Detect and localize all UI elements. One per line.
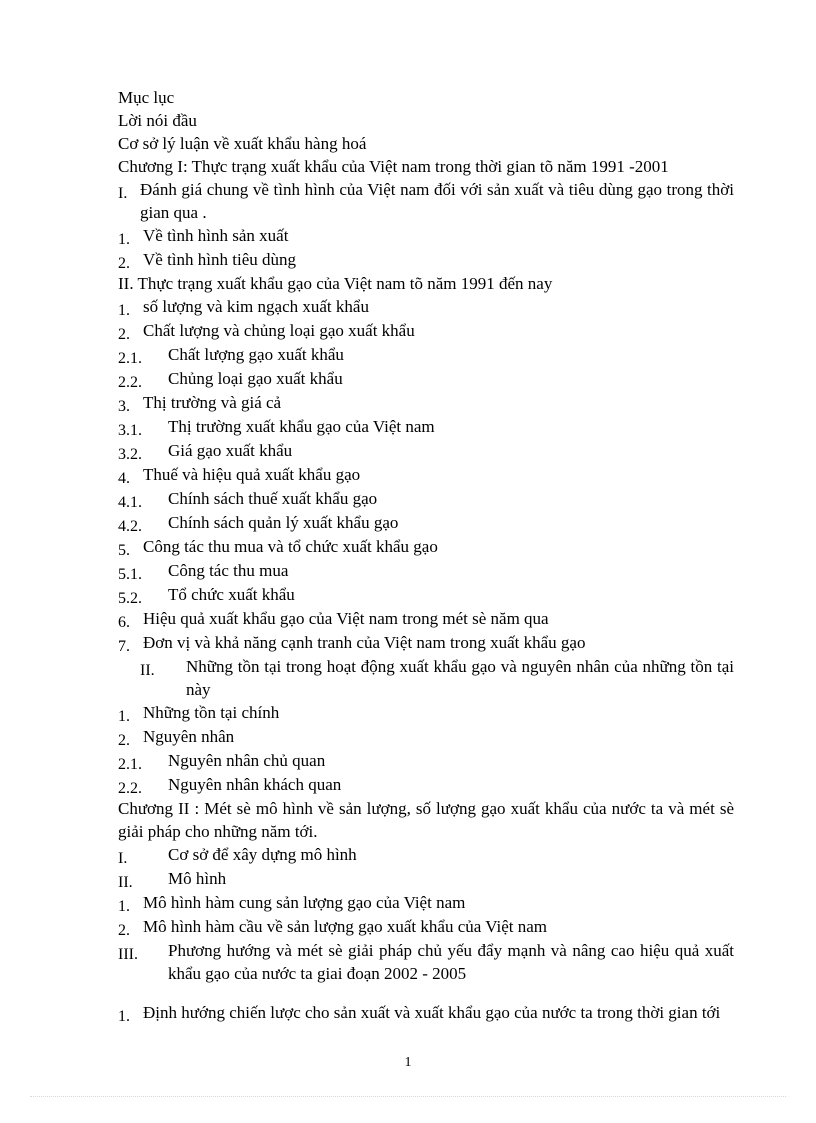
toc-item	[118, 248, 734, 272]
section-title: Đánh giá chung về tình hình của Việt nam đối với sản xuất và tiêu dùng gạo trong thời gian qua .	[140, 180, 734, 222]
subitem-title: Giá gạo xuất khẩu	[168, 441, 293, 460]
toc-item	[118, 224, 734, 248]
toc-subitem	[118, 749, 734, 773]
toc-item	[118, 891, 734, 915]
page-number: 1	[404, 1055, 412, 1070]
toc-subitem	[118, 367, 734, 391]
subitem-title: Chất lượng gạo xuất khẩu	[168, 345, 344, 364]
item-title: Thuế và hiệu quả xuất khẩu gạo	[143, 465, 361, 484]
item-title: Mô hình hàm cầu về sản lượng gạo xuất khẩu của Việt nam	[143, 917, 547, 936]
toc-subitem	[118, 511, 734, 535]
item-number: 2.	[118, 922, 130, 939]
toc-item	[118, 391, 734, 415]
toc-section	[118, 843, 734, 867]
toc-title: Mục lục	[118, 88, 175, 107]
section-title: Cơ sở để xây dựng mô hình	[168, 845, 357, 864]
item-title: Mô hình hàm cung sản lượng gạo của Việt nam	[143, 893, 466, 912]
toc-item	[118, 463, 734, 487]
subitem-number: 3.2.	[118, 446, 142, 463]
item-title: Hiệu quả xuất khẩu gạo của Việt nam trong mét sè năm qua	[143, 609, 549, 628]
item-title: Công tác thu mua và tổ chức xuất khẩu gạo	[143, 537, 438, 556]
item-number: 1.	[118, 231, 130, 248]
toc-item	[118, 295, 734, 319]
toc-subitem	[118, 415, 734, 439]
item-number: 7.	[118, 638, 130, 655]
toc-section	[118, 178, 734, 224]
toc-section	[118, 939, 734, 985]
toc-subitem	[118, 773, 734, 797]
subitem-number: 2.1.	[118, 756, 142, 773]
item-title: Nguyên nhân	[143, 727, 235, 746]
spacer	[118, 985, 734, 1001]
toc-item	[118, 607, 734, 631]
toc-subitem	[118, 559, 734, 583]
item-number: 6.	[118, 614, 130, 631]
subitem-number: 4.1.	[118, 494, 142, 511]
section-title: Những tồn tại trong hoạt động xuất khẩu gạo và nguyên nhân của những tồn tại này	[186, 657, 734, 699]
section-number: II.	[118, 874, 133, 891]
toc-subitem	[118, 439, 734, 463]
item-number: 1.	[118, 898, 130, 915]
toc-subitem	[118, 487, 734, 511]
item-title: Định hướng chiến lược cho sản xuất và xuất khẩu gạo của nước ta trong thời gian tới	[143, 1003, 721, 1022]
item-title: Chất lượng và chủng loại gạo xuất khẩu	[143, 321, 415, 340]
toc-chapter-1: Chương I: Thực trạng xuất khẩu của Việt nam trong thời gian tõ năm 1991 -2001	[118, 157, 669, 176]
item-number: 2.	[118, 732, 130, 749]
section-title: Phương hướng và mét sè giải pháp chủ yếu đẩy mạnh và nâng cao hiệu quả xuất khẩu gạo của nước ta giai đoạn 2002 - 2005	[168, 941, 734, 983]
subitem-number: 4.2.	[118, 518, 142, 535]
section-title: Mô hình	[168, 869, 227, 888]
toc-item	[118, 535, 734, 559]
item-title: Về tình hình sản xuất	[143, 226, 289, 245]
item-number: 2.	[118, 255, 130, 272]
toc-item	[118, 319, 734, 343]
item-number: 3.	[118, 398, 130, 415]
subitem-title: Thị trường xuất khẩu gạo của Việt nam	[168, 417, 435, 436]
subitem-title: Chính sách thuế xuất khẩu gạo	[168, 489, 378, 508]
toc-section	[118, 655, 734, 701]
subitem-title: Nguyên nhân chủ quan	[168, 751, 326, 770]
toc-theory: Cơ sở lý luận về xuất khẩu hàng hoá	[118, 134, 367, 153]
toc-item	[118, 725, 734, 749]
toc-subitem	[118, 343, 734, 367]
subitem-title: Nguyên nhân khách quan	[168, 775, 342, 794]
item-number: 1.	[118, 302, 130, 319]
item-title: Về tình hình tiêu dùng	[143, 250, 296, 269]
toc-section	[118, 867, 734, 891]
toc-item	[118, 1001, 734, 1025]
section-number: I.	[118, 185, 128, 202]
toc-item	[118, 701, 734, 725]
section-number: II.	[140, 662, 155, 679]
subitem-number: 5.1.	[118, 566, 142, 583]
toc-chapter-2: Chương II : Mét sè mô hình về sản lượng, số lượng gạo xuất khẩu của nước ta và mét sè giải pháp cho những năm tới.	[118, 799, 734, 841]
section-number: III.	[118, 946, 138, 963]
item-number: 4.	[118, 470, 130, 487]
toc-subitem	[118, 583, 734, 607]
item-number: 1.	[118, 1008, 130, 1025]
item-title: Đơn vị và khả năng cạnh tranh của Việt nam trong xuất khẩu gạo	[143, 633, 586, 652]
item-title: số lượng và kim ngạch xuất khẩu	[143, 297, 369, 316]
table-of-contents	[118, 86, 734, 1025]
item-title: Thị trường và giá cả	[143, 393, 282, 412]
subitem-number: 2.2.	[118, 374, 142, 391]
toc-section: II. Thực trạng xuất khẩu gạo của Việt nam tõ năm 1991 đến nay	[118, 274, 553, 293]
subitem-number: 3.1.	[118, 422, 142, 439]
subitem-title: Chủng loại gạo xuất khẩu	[168, 369, 343, 388]
toc-item	[118, 631, 734, 655]
subitem-title: Công tác thu mua	[168, 561, 289, 580]
toc-item	[118, 915, 734, 939]
item-number: 5.	[118, 542, 130, 559]
item-number: 1.	[118, 708, 130, 725]
subitem-title: Tổ chức xuất khẩu	[168, 585, 295, 604]
item-title: Những tồn tại chính	[143, 703, 280, 722]
item-number: 2.	[118, 326, 130, 343]
subitem-number: 2.1.	[118, 350, 142, 367]
subitem-number: 2.2.	[118, 780, 142, 797]
section-number: I.	[118, 850, 128, 867]
subitem-number: 5.2.	[118, 590, 142, 607]
subitem-title: Chính sách quản lý xuất khẩu gạo	[168, 513, 399, 532]
page-bottom-border	[30, 1096, 786, 1097]
toc-intro: Lời nói đầu	[118, 111, 197, 130]
